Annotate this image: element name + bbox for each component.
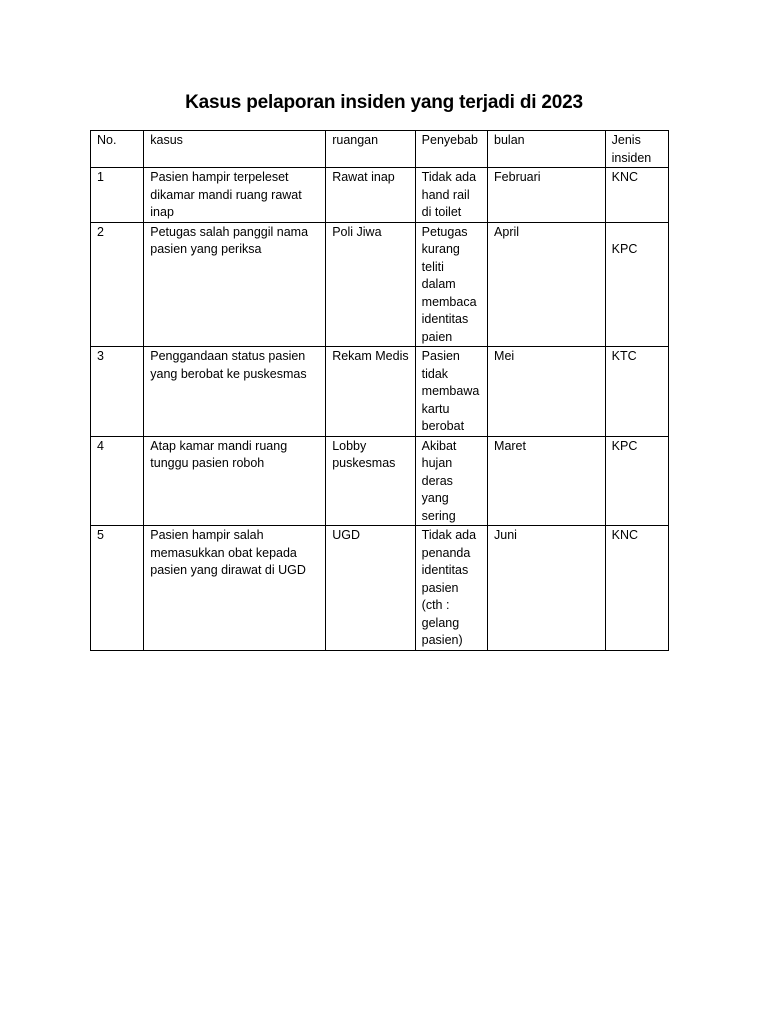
cell-penyebab: Petugas kurang teliti dalam membaca identitas paien [415, 222, 487, 347]
cell-no: 4 [91, 436, 144, 526]
header-penyebab: Penyebab [415, 131, 487, 168]
cell-kasus: Atap kamar mandi ruang tunggu pasien roboh [144, 436, 326, 526]
cell-no: 3 [91, 347, 144, 437]
cell-ruangan: Rekam Medis [326, 347, 415, 437]
table-row [91, 436, 669, 526]
cell-jenis: KTC [605, 347, 668, 437]
cell-bulan: Mei [488, 347, 606, 437]
cell-no: 1 [91, 168, 144, 223]
cell-bulan: Juni [488, 526, 606, 651]
header-jenis: Jenis insiden [605, 131, 668, 168]
cell-penyebab: Tidak ada penanda identitas pasien (cth : gelang pasien) [415, 526, 487, 651]
cell-bulan: Maret [488, 436, 606, 526]
cell-ruangan: Poli Jiwa [326, 222, 415, 347]
cell-jenis: KNC [605, 168, 668, 223]
cell-kasus: Penggandaan status pasien yang berobat ke puskesmas [144, 347, 326, 437]
page-title: Kasus pelaporan insiden yang terjadi di 2023 [185, 92, 583, 113]
header-no: No. [91, 131, 144, 168]
table-header-row [91, 131, 669, 168]
cell-kasus: Pasien hampir terpeleset dikamar mandi ruang rawat inap [144, 168, 326, 223]
cell-ruangan: UGD [326, 526, 415, 651]
cell-ruangan: Rawat inap [326, 168, 415, 223]
cell-no: 5 [91, 526, 144, 651]
cell-jenis-text: KPC [611, 241, 638, 256]
cell-penyebab: Tidak ada hand rail di toilet [415, 168, 487, 223]
incident-report-table [90, 130, 669, 651]
cell-ruangan: Lobby puskesmas [326, 436, 415, 526]
header-ruangan: ruangan [326, 131, 415, 168]
cell-penyebab: Pasien tidak membawa kartu berobat [415, 347, 487, 437]
cell-jenis: KNC [605, 526, 668, 651]
table-row [91, 347, 669, 437]
cell-kasus: Petugas salah panggil nama pasien yang periksa [144, 222, 326, 347]
cell-jenis [605, 222, 668, 347]
cell-kasus: Pasien hampir salah memasukkan obat kepada pasien yang dirawat di UGD [144, 526, 326, 651]
cell-jenis: KPC [605, 436, 668, 526]
cell-penyebab: Akibat hujan deras yang sering [415, 436, 487, 526]
table-row [91, 526, 669, 651]
header-bulan: bulan [488, 131, 606, 168]
table-row [91, 168, 669, 223]
header-kasus: kasus [144, 131, 326, 168]
cell-bulan: April [488, 222, 606, 347]
cell-no: 2 [91, 222, 144, 347]
cell-bulan: Februari [488, 168, 606, 223]
table-row [91, 222, 669, 347]
